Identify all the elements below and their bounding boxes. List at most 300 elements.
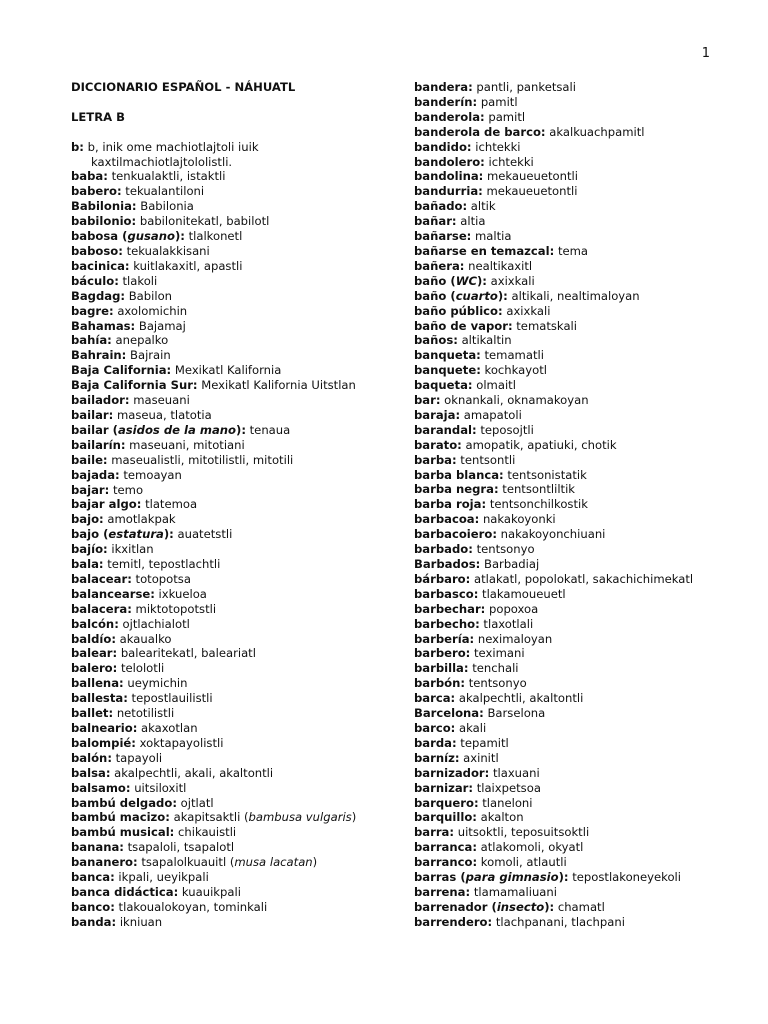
entry-translation [141,855,317,869]
headword-text: baqueta: [414,378,473,393]
entry-headword [71,274,119,288]
translation-text: ikniuan [119,914,163,929]
headword-text: babilonio: [71,214,137,229]
translation-text: temoayan [123,467,182,482]
entry-headword [71,840,124,854]
entry-translation [487,184,578,198]
headword-qualifier: WC [455,273,477,288]
entry-translation [476,80,576,94]
entry-headword [71,766,110,780]
dictionary-entry [414,766,744,781]
translation-text: tapayoli [115,750,163,765]
headword-text: bambú macizo: [71,810,170,825]
translation-text: tlachpanani, tlachpani [495,914,625,929]
entry-headword [71,900,115,914]
entry-translation [488,155,533,169]
dictionary-entry [414,333,744,348]
entry-translation [558,900,605,914]
translation-text: tlaixpetsoa [476,780,541,795]
translation-text: tenkualaktli, istaktli [111,169,226,184]
entry-headword [71,423,246,437]
translation-text: nakakoyonki [482,512,556,527]
entry-headword [71,468,120,482]
translation-text: Bajrain [130,348,171,363]
entry-translation [490,497,588,511]
dictionary-entry [71,855,401,870]
entry-translation [140,214,269,228]
translation-text: altik [470,199,496,214]
dictionary-entry [71,348,401,363]
entry-headword [414,214,457,228]
dictionary-entry [414,557,744,572]
entry-headword [71,736,136,750]
headword-text: Babilonia: [71,199,137,214]
headword-text: bajar algo: [71,497,142,512]
entry-headword [414,408,460,422]
entry-translation [129,438,245,452]
left-column [71,80,401,930]
translation-text: tlakoualokoyan, tominkali [118,899,268,914]
entry-headword [71,363,171,377]
entry-headword [71,333,112,347]
dictionary-entry [71,363,401,378]
translation-text: atlakatl, popolokatl, sakachichimekatl [473,571,694,586]
headword-text: baño ( [414,273,456,288]
entry-translation [117,706,174,720]
headword-text: bañarse en temazcal: [414,243,555,258]
entry-translation [460,453,515,467]
translation-text: mekaueuetontli [486,184,578,199]
entry-headword [71,885,178,899]
scientific-name: musa lacatan [234,855,313,870]
translation-text: tlaxotlali [483,616,534,631]
dictionary-entry [414,572,744,587]
entry-translation [488,110,525,124]
entry-headword [71,483,109,497]
entry-translation [123,617,190,631]
entry-translation [462,333,512,347]
entry-headword [414,319,513,333]
headword-text: bañado: [414,199,468,214]
headword-text: barbero: [414,646,471,661]
translation-text: pantli, panketsali [476,80,576,94]
entry-translation [483,512,556,526]
translation-text: maseuani, mitotiani [129,437,245,452]
entry-translation [136,572,191,586]
translation-text: babilonitekatl, babilotl [139,214,270,229]
headword-text: barrenador ( [414,899,497,914]
translation-text: altia [460,214,486,229]
entry-headword [71,781,131,795]
translation-text: kuauikpali [181,884,241,899]
dictionary-entry [414,125,744,140]
headword-text: barranca: [414,840,477,855]
entry-headword [414,333,458,347]
headword-text: bananero: [71,855,138,870]
headword-text: balón: [71,750,112,765]
dictionary-entry [71,781,401,796]
entry-headword [71,438,125,452]
headword-text: bar: [414,393,441,408]
dictionary-entry [71,676,401,691]
entry-headword [414,676,465,690]
entry-translation [116,333,169,347]
dictionary-entry [414,274,744,289]
translation-text: kuitlakaxitl, apastli [133,258,243,273]
headword-text: bárbaro: [414,571,471,586]
dictionary-entry [414,393,744,408]
translation-text: netotilistli [116,706,175,721]
dictionary-entry [71,885,401,900]
dictionary-entry [71,289,401,304]
headword-text: baldío: [71,631,116,646]
dictionary-entry [71,646,401,661]
translation-text: tematskali [516,318,577,333]
headword-text: barbón: [414,676,465,691]
headword-text: barníz: [414,750,460,765]
entry-headword [414,95,477,109]
entry-headword [414,840,477,854]
entry-translation [464,408,522,422]
entry-translation [481,840,584,854]
headword-text: bandurria: [414,184,483,199]
translation-text: amapatoli [463,407,522,422]
translation-text: akaxotlan [141,721,198,735]
translation-text: miktotopotstli [135,601,217,616]
entry-translation [482,796,532,810]
entry-headword [414,184,483,198]
translation-text: ixkueloa [158,586,207,601]
entry-translation [127,676,187,690]
translation-text: tepamitl [460,735,509,750]
translation-text: Mexikatl Kalifornia Uitstlan [201,378,356,393]
translation-text: tenaua [249,422,291,437]
entry-headword [414,482,499,496]
dictionary-entry [71,751,401,766]
entry-headword [414,393,440,407]
headword-text: ballena: [71,676,124,691]
headword-text: barrena: [414,884,471,899]
translation-text: maseualistli, mitotilistli, mitotili [111,452,294,467]
dictionary-entry [71,199,401,214]
translation-text: totopotsa [135,571,191,586]
entry-translation [444,393,588,407]
dictionary-entry [414,140,744,155]
dictionary-entry [414,453,744,468]
dictionary-entry [414,110,744,125]
entry-translation [512,289,640,303]
dictionary-entry [414,214,744,229]
entry-translation [481,95,518,109]
translation-text: komoli, atlautli [480,855,567,870]
translation-text: tentsonyo [476,542,535,557]
dictionary-entry [71,721,401,736]
entry-headword [71,676,124,690]
dictionary-entry [71,825,401,840]
entry-headword [71,199,137,213]
entry-translation [502,482,575,496]
headword-text: barato: [414,437,462,452]
dictionary-entry [414,244,744,259]
entry-headword [71,244,123,258]
dictionary-entry [414,497,744,512]
entry-headword [414,378,473,392]
translation-text: tentsonchilkostik [489,497,588,512]
entry-headword [414,304,503,318]
headword-qualifier: para gimnasio [465,870,559,885]
entry-headword [414,617,480,631]
dictionary-entry [414,169,744,184]
dictionary-entry [414,408,744,423]
entry-headword [71,661,117,675]
translation-text-end: ) [312,855,318,870]
dictionary-entry [71,333,401,348]
entry-translation [475,140,520,154]
entry-headword [71,378,198,392]
dictionary-entry [414,289,744,304]
dictionary-entry [414,706,744,721]
translation-text: tlalkonetl [188,229,243,244]
translation-text: axixkali [506,303,551,318]
entry-headword [414,438,462,452]
entry-headword [414,453,457,467]
entry-translation [487,706,545,720]
translation-text: tlaneloni [482,795,533,810]
dictionary-entry [414,229,744,244]
translation-text: uitsiloxitl [134,780,187,795]
entry-headword [71,319,135,333]
entry-translation [477,542,535,556]
entry-translation [468,259,532,273]
headword-qualifier: gusano [127,229,175,244]
translation-text: uitsoktli, teposuitsoktli [457,825,590,840]
headword-text: barnizar: [414,780,473,795]
entry-translation [159,587,207,601]
entry-headword [414,125,546,139]
headword-text: banderín: [414,94,478,109]
entry-headword [71,721,137,735]
entry-headword [71,572,132,586]
translation-text: axixkali [490,273,535,288]
dictionary-entry [71,915,401,930]
translation-text: neximaloyan [477,631,553,646]
entry-headword [414,348,481,362]
headword-text: Baja California Sur: [71,378,198,393]
dictionary-entry [414,438,744,453]
headword-text-end: ): [174,229,185,244]
headword-text: bañera: [414,258,465,273]
entry-headword [414,527,497,541]
dictionary-entry [414,915,744,930]
translation-text: chamatl [557,899,605,914]
dictionary-entry [71,557,401,572]
entry-translation [139,319,186,333]
translation-text: akalpechtli, akali, akaltontli [114,765,274,780]
translation-text: auatetstli [177,527,233,542]
dictionary-entry [71,796,401,811]
dictionary-entry [71,617,401,632]
translation-text: akalkuachpamitl [549,124,645,139]
dictionary-entry [414,95,744,110]
headword-text: barra: [414,825,455,840]
entry-translation [558,244,588,258]
headword-text: barnizador: [414,765,490,780]
headword-text-end: ): [558,870,569,885]
entry-translation [501,527,606,541]
headword-text: bahía: [71,333,112,348]
dictionary-entry [414,259,744,274]
entry-translation [481,810,524,824]
dictionary-entry [71,840,401,855]
headword-text: babero: [71,184,122,199]
entry-headword [414,423,477,437]
entry-headword [414,736,457,750]
headword-text: Baja California: [71,363,172,378]
headword-text: baraja: [414,407,461,422]
headword-text: banda: [71,914,117,929]
entry-translation [474,885,557,899]
translation-text: ueymichin [127,676,188,691]
entry-headword [414,796,479,810]
dictionary-entry [71,244,401,259]
dictionary-entry [71,453,401,468]
entry-translation [459,691,583,705]
entry-translation [250,423,291,437]
dictionary-entry [71,512,401,527]
headword-text: balacear: [71,571,132,586]
dictionary-entry [71,542,401,557]
entry-translation [483,617,533,631]
entry-translation [493,766,540,780]
entry-headword [414,229,471,243]
entry-headword [71,796,177,810]
entry-headword [71,169,108,183]
dictionary-entry [414,751,744,766]
entry-headword [414,169,483,183]
headword-text: barras ( [414,870,466,885]
entry-translation [178,527,233,541]
entry-headword [414,751,459,765]
entry-headword [71,527,174,541]
entry-headword [71,810,170,824]
translation-text: ojtlatl [180,795,214,810]
entry-translation [121,646,256,660]
spacer [71,125,401,140]
entry-headword [414,661,469,675]
dictionary-entry [414,527,744,542]
headword-text: Bahrain: [71,348,127,363]
entry-translation [463,751,499,765]
entry-headword [71,348,126,362]
dictionary-entry [414,617,744,632]
dictionary-entry [414,781,744,796]
translation-text: kochkayotl [484,363,547,378]
entry-headword [71,915,116,929]
headword-text: balsa: [71,765,111,780]
translation-text: telolotli [120,661,165,676]
entry-headword [414,825,454,839]
headword-text: barco: [414,720,456,735]
entry-translation [133,259,242,273]
translation-text: maltia [475,229,512,244]
translation-text: tema [557,243,589,258]
page-number: 1 [701,46,710,61]
entry-translation [480,423,533,437]
translation-text: tepostlauilistli [131,691,213,706]
entry-translation [487,169,578,183]
dictionary-entry [71,572,401,587]
entry-translation [107,557,220,571]
headword-qualifier: estatura [108,527,164,542]
entry-translation [134,781,186,795]
entry-translation [145,497,197,511]
entry-headword [414,259,464,273]
entry-translation [123,274,158,288]
entry-headword [71,632,116,646]
entry-translation [117,304,187,318]
headword-text: balsamo: [71,780,131,795]
headword-text: barbado: [414,542,473,557]
entry-translation [117,408,212,422]
headword-text: barquillo: [414,810,477,825]
dictionary-entry [414,796,744,811]
dictionary-entry [414,825,744,840]
entry-translation [489,602,538,616]
dictionary-entry [414,348,744,363]
headword-text: barandal: [414,422,477,437]
entry-headword [71,617,119,631]
entry-headword [414,870,569,884]
entry-headword [414,110,485,124]
dictionary-entry [414,587,744,602]
headword-text-end: ): [544,899,555,914]
headword-text: bagre: [71,303,114,318]
dictionary-entry [71,438,401,453]
dictionary-entry [71,184,401,199]
dictionary-entry [414,632,744,647]
entry-translation [121,661,164,675]
dictionary-entry [71,304,401,319]
translation-text: tentsontli [460,452,516,467]
translation-text: Bajamaj [138,318,186,333]
entry-headword [414,721,455,735]
headword-qualifier: asidos de la mano [117,422,237,437]
headword-text: barda: [414,735,457,750]
translation-text: altikali, nealtimaloyan [511,288,640,303]
entry-translation [116,751,163,765]
dictionary-entry [71,423,401,438]
entry-headword [414,885,470,899]
dictionary-entry [414,512,744,527]
entry-translation [478,632,552,646]
dictionary-entry [414,363,744,378]
translation-text: olmaitl [476,378,516,393]
translation-text: tepostlakoneyekoli [572,870,681,885]
headword-text: bañarse: [414,229,472,244]
dictionary-entry [414,840,744,855]
entry-translation [130,348,171,362]
translation-text: temo [112,482,144,497]
entry-translation [111,453,293,467]
dictionary-entry [414,378,744,393]
translation-text: tekualantiloni [125,184,205,199]
entry-translation [459,721,486,735]
translation-text: xoktapayolistli [139,735,224,750]
dictionary-entry [414,542,744,557]
entry-headword [414,572,470,586]
translation-text: akali [459,720,487,735]
translation-text: tsapalolkuauitl ( [141,855,235,870]
